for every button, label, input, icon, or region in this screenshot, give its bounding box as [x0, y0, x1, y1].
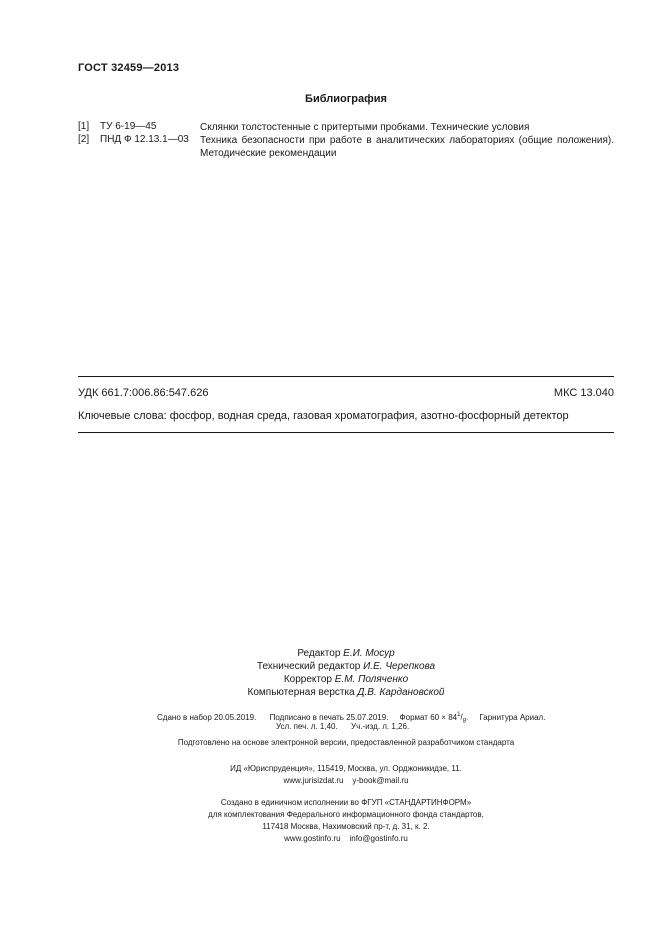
credit-role: Технический редактор: [256, 661, 361, 672]
udk-code: УДК 661.7:006.86:547.626: [78, 387, 209, 399]
divider-bottom: [78, 432, 614, 433]
publisher-line: для комплектования Федерального информационного фонда стандартов,: [208, 810, 484, 819]
imprint-sheets: [276, 721, 409, 733]
credit-role: Компьютерная верстка: [247, 687, 355, 698]
credit-tech-editor: [0, 660, 661, 673]
credit-proofreader: [0, 673, 661, 686]
credit-name: И.Е. Черепкова: [363, 661, 436, 672]
credit-editor: [0, 647, 661, 660]
publisher-contacts: www.jurisizdat.ru y-book@mail.ru: [283, 776, 409, 785]
bib-item-number: [1]: [78, 121, 90, 132]
publisher-contacts: www.gostinfo.ru info@gostinfo.ru: [284, 834, 408, 843]
credit-layout: [0, 686, 661, 699]
credit-name: Е.И. Мосур: [343, 648, 395, 659]
imprint-sent: Сдано в набор 20.05.2019.: [157, 712, 257, 722]
divider-top: [78, 376, 614, 377]
bib-item-code: ТУ 6-19—45: [100, 121, 157, 132]
credit-name: Е.М. Поляченко: [334, 674, 409, 685]
bibliography-title: Библиография: [305, 93, 387, 105]
publisher-line: ИД «Юриспруденция», 115419, Москва, ул. Орджоникидзе, 11.: [230, 764, 462, 773]
imprint-print-sheets: Усл. печ. л. 1,40.: [276, 722, 338, 731]
imprint-typeface: Гарнитура Ариал.: [479, 712, 546, 722]
mks-code: МКС 13.040: [553, 387, 614, 399]
bib-item-text: Склянки толстостенные с притертыми пробками. Технические условия: [200, 122, 530, 133]
publisher-address: 117418 Москва, Нахимовский пр-т, д. 31, к. 2.: [262, 822, 430, 831]
imprint-pub-sheets: Уч.-изд. л. 1,26.: [351, 722, 410, 731]
prepared-note: Подготовлено на основе электронной версии, предоставленной разработчиком стандарта: [177, 738, 515, 747]
credit-role: Корректор: [283, 674, 332, 685]
document-header: ГОСТ 32459—2013: [78, 62, 180, 74]
credit-name: Д.В. Кардановской: [357, 687, 445, 698]
bib-item-number: [2]: [78, 134, 90, 145]
credit-role: Редактор: [297, 648, 341, 659]
imprint-format: Формат $60 \times 84^1/_8$.: [399, 712, 469, 725]
publisher-line: Создано в единичном исполнении во ФГУП «СТАНДАРТИНФОРМ»: [220, 798, 472, 807]
bib-item-code: ПНД Ф 12.13.1—03: [100, 134, 189, 145]
imprint-signed: Подписано в печать 25.07.2019.: [269, 712, 389, 722]
bib-item-text: Техника безопасности при работе в аналитических лабораториях (общие положения). Методические рекомендации: [200, 135, 614, 159]
keywords-line: Ключевые слова: фосфор, водная среда, газовая хроматография, азотно-фосфорный детектор: [78, 410, 569, 422]
